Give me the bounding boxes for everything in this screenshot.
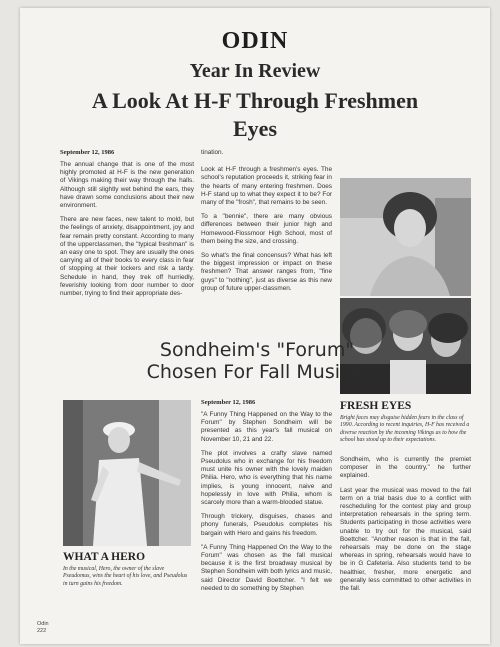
- story1-column-1: [60, 149, 194, 298]
- story1-paragraph: tination.: [201, 149, 224, 156]
- story2-column-3: [340, 456, 471, 593]
- story2-paragraph: "A Funny Thing Happened On the Way to the Forum" was chosen as the fall musical because it is the first broadway musical by Stephen Sondheim with both lyrics and music, said Director David Boettcher. "I felt we needed to do something by Stephen: [201, 543, 332, 592]
- story2-column-2: [201, 399, 332, 593]
- freshman-photo-top: [340, 178, 471, 296]
- freshman-portrait-image: [340, 178, 471, 296]
- forum-headline-line-1: Sondheim's "Forum": [159, 339, 355, 361]
- page-folio: [37, 621, 49, 635]
- story2-paragraph: Sondheim, who is currently the premiet composer in the country," he further explained.: [340, 456, 471, 480]
- yearbook-page: [20, 8, 490, 644]
- story2-paragraph: Last year the musical was moved to the fall term on a trial basis due to a conflict with rescheduling for the contest play and group interpretation rehearsals in the spring term. Students participating in those activities were unable to try out for the musical, said Boettcher. "Another reason is that in the fall, rehearsals may be done on the stage whereas in spring, rehearsals would have to be in G Cafeteria. Also students tend to be healthier, fresher, more energetic and generally less committed to other activities in the fall.: [340, 486, 471, 593]
- story1-paragraph: So what's the final concensus? What has left the biggest impression or impact on these freshmen? That answer ranges from, "fine guys" to "nothing", just as diverse as this new group of future upper-classmen.: [201, 252, 332, 292]
- headline-line-3: Eyes: [233, 116, 277, 141]
- story1-paragraph: The annual change that is one of the most highly promoted at H-F is the new generation of Vikings making their way through the halls. Although still slightly wet behind the ears, they have drawn some conclusions about their new environment.: [60, 161, 194, 210]
- folio-page-number: 222: [37, 628, 47, 634]
- headline-line-2: A Look At H-F Through Freshmen: [91, 88, 419, 113]
- story1-paragraph: To a "bennie", there are many obvious differences between their junior high and Homewood-Flossmoor High School, most of them being the size, and crossing.: [201, 213, 332, 245]
- folio-section: Odin: [37, 621, 49, 627]
- fresh-eyes-heading: FRESH EYES: [340, 400, 412, 412]
- story2-paragraph: The plot involves a crafty slave named Pseudolus who in exchange for his freedom must unite his owner with the lovely maiden Philia. Hero, who is everything that his name implies, is young innocent, naive and hopelessly in love with Philia, whom is scarcely more than a warm-blooded statue.: [201, 449, 332, 507]
- fresh-eyes-caption: [340, 400, 471, 444]
- story1-paragraph: Look at H-F through a freshmen's eyes. The school's reputation proceeds it, striking fear in the hearts of many entering freshmen. Does H-F stand up to what they expect it to be? For many of the "frosh", that remains to be seen.: [201, 166, 332, 207]
- story2-paragraph: "A Funny Thing Happened on the Way to the Forum" by Stephen Sondheim will be presented as this year's fall musical on November 10, 21 and 22.: [201, 411, 332, 443]
- story2-paragraph: Through trickery, disguises, chases and phony funerals, Pseudolus completes his bargain with Hero and gains his freedom.: [201, 513, 332, 537]
- hero-caption-heading: WHAT A HERO: [63, 551, 146, 563]
- story1-paragraph: There are new faces, new talent to mold, but the feelings of anxiety, disappointment, joy and fear remain pretty constant. According to many of the upperclassmen, the "typical freshman" is an easy one to spot. They are usually the ones carrying all of their books to every class in fear of stopping at their lockers and risk a tardy. Schedule in hand, they trek off hurriedly, feverishly looking from door number to door number, trying to find their appropriate des-: [60, 216, 194, 298]
- headline-line-1: Year In Review: [189, 60, 321, 82]
- masthead: ODIN: [221, 28, 289, 54]
- hero-actor-image: [63, 400, 191, 546]
- hero-caption: [63, 551, 193, 588]
- story1-date: September 12, 1986: [60, 149, 115, 156]
- forum-headline-line-2: Chosen For Fall Musical: [146, 361, 368, 383]
- hero-photo: [63, 400, 191, 546]
- fresh-eyes-text: Bright faces may disguise hidden fears in the class of 1990. According to recent inquiries, H-F has received a diverse reaction by the incoming Vikings as to how the school has stood up to their expectations.: [340, 415, 470, 443]
- hero-caption-text: In the musical, Hero, the owner of the slave Pseudomus, wins the heart of his love, and Pseudolus in turn gains his freedom.: [63, 566, 188, 587]
- story1-column-2: [201, 149, 332, 293]
- forum-headline: [92, 339, 422, 383]
- story2-date: September 12, 1986: [201, 399, 256, 406]
